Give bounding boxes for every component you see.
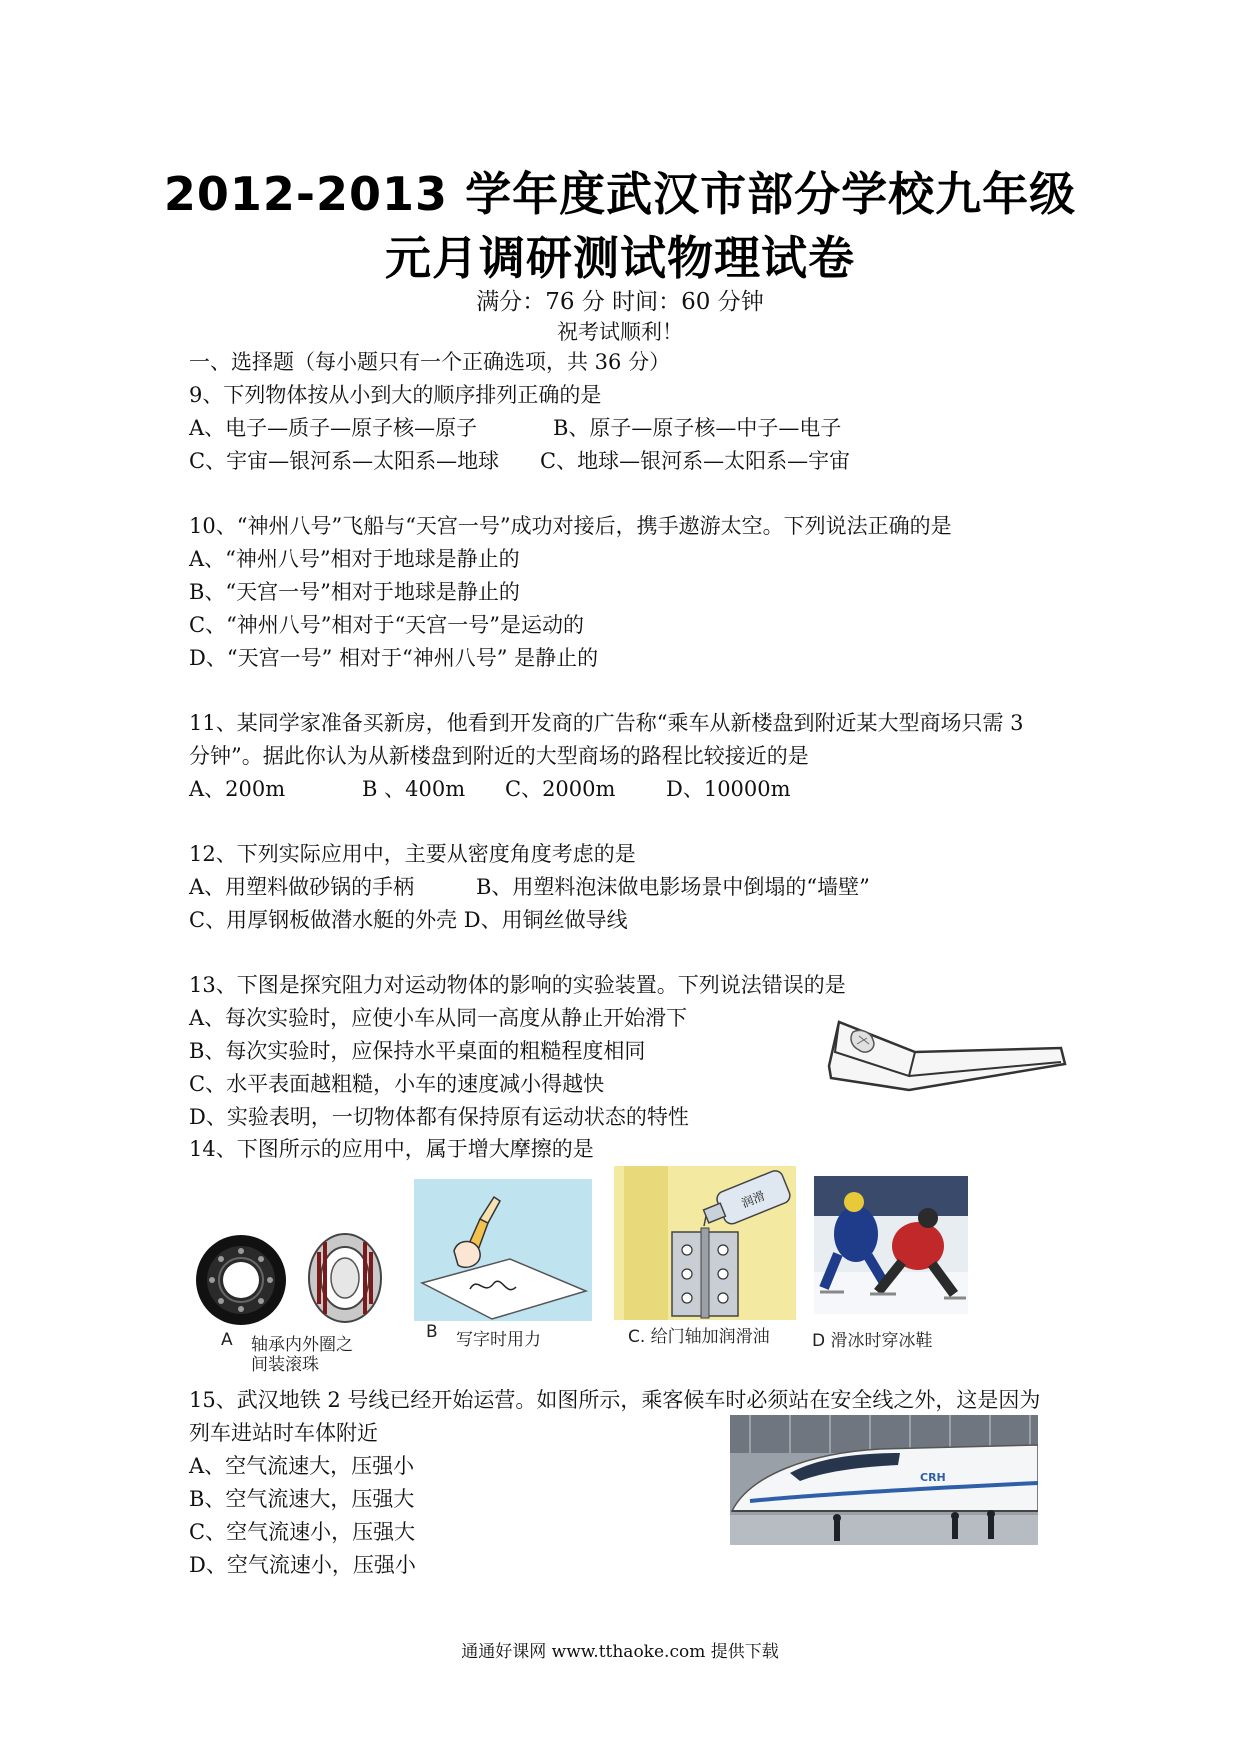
q12-option-a: A、用塑料做砂锅的手柄 <box>189 875 415 899</box>
footer-source: 通通好课网 www.tthaoke.com 提供下载 <box>461 1642 779 1662</box>
q12-option-b: B、用塑料泡沫做电影场景中倒塌的“墙壁” <box>476 875 870 899</box>
good-luck: 祝考试顺利！ <box>557 320 683 344</box>
ice-skating-image <box>814 1176 968 1314</box>
q10-option-a: A、“神州八号”相对于地球是静止的 <box>189 547 520 571</box>
q9-option-b: B、原子—原子核—中子—电子 <box>553 416 842 440</box>
bearing-image <box>195 1228 395 1328</box>
score-time: 满分：76 分 时间：60 分钟 <box>476 289 764 315</box>
q12-option-cd: C、用厚钢板做潜水艇的外壳 D、用铜丝做导线 <box>189 908 628 932</box>
q13-option-c: C、水平表面越粗糙，小车的速度减小得越快 <box>189 1072 605 1096</box>
train-logo: CRH <box>920 1471 946 1484</box>
q11-option-a: A、200m <box>189 777 286 801</box>
q14-caption-a-line1: 轴承内外圈之 <box>251 1335 353 1355</box>
q15-option-d: D、空气流速小，压强小 <box>189 1553 416 1577</box>
q9-option-c: C、宇宙—银河系—太阳系—地球 <box>189 449 500 473</box>
q11-stem-line2: 分钟”。据此你认为从新楼盘到附近的大型商场的路程比较接近的是 <box>189 744 809 768</box>
q13-stem: 13、下图是探究阻力对运动物体的影响的实验装置。下列说法错误的是 <box>189 973 846 997</box>
q11-option-d: D、10000m <box>666 777 791 801</box>
q14-stem: 14、下图所示的应用中，属于增大摩擦的是 <box>189 1137 594 1161</box>
q9-stem: 9、下列物体按从小到大的顺序排列正确的是 <box>189 383 602 407</box>
bottle-label: 润滑 <box>739 1188 768 1211</box>
q12-stem: 12、下列实际应用中，主要从密度角度考虑的是 <box>189 842 636 866</box>
door-hinge-image <box>614 1166 796 1320</box>
q13-option-a: A、每次实验时，应使小车从同一高度从静止开始滑下 <box>189 1006 688 1030</box>
q13-option-b: B、每次实验时，应保持水平桌面的粗糙程度相同 <box>189 1039 646 1063</box>
writing-image <box>414 1179 592 1321</box>
q15-option-a: A、空气流速大，压强小 <box>189 1454 415 1478</box>
high-speed-train-image <box>730 1415 1038 1545</box>
q14-caption-a-letter: A <box>221 1330 233 1350</box>
q14-caption-b: 写字时用力 <box>456 1330 541 1350</box>
q15-option-b: B、空气流速大，压强大 <box>189 1487 415 1511</box>
q11-option-b: B 、400m <box>362 777 466 801</box>
q15-option-c: C、空气流速小，压强大 <box>189 1520 416 1544</box>
q9-option-d: C、地球—银河系—太阳系—宇宙 <box>540 449 851 473</box>
exam-title-line2: 元月调研测试物理试卷 <box>385 231 855 285</box>
q15-stem-line2: 列车进站时车体附近 <box>189 1421 378 1445</box>
q14-caption-d: D 滑冰时穿冰鞋 <box>812 1331 933 1351</box>
q14-caption-c: C. 给门轴加润滑油 <box>628 1327 770 1347</box>
q10-option-b: B、“天宫一号”相对于地球是静止的 <box>189 580 520 604</box>
section-heading: 一、选择题（每小题只有一个正确选项，共 36 分） <box>189 350 671 374</box>
q15-stem-line1: 15、武汉地铁 2 号线已经开始运营。如图所示，乘客候车时必须站在安全线之外，这是因为 <box>189 1388 1041 1412</box>
ramp-apparatus-figure <box>825 1018 1075 1096</box>
q14-caption-a-line2: 间装滚珠 <box>251 1355 319 1375</box>
q10-option-d: D、“天宫一号” 相对于“神州八号” 是静止的 <box>189 646 599 670</box>
q13-option-d: D、实验表明，一切物体都有保持原有运动状态的特性 <box>189 1105 689 1129</box>
q11-stem-line1: 11、某同学家准备买新房，他看到开发商的广告称“乘车从新楼盘到附近某大型商场只需 3 <box>189 711 1024 735</box>
q10-option-c: C、“神州八号”相对于“天宫一号”是运动的 <box>189 613 585 637</box>
exam-title-line1: 2012-2013 学年度武汉市部分学校九年级 <box>163 167 1077 221</box>
q10-stem: 10、“神州八号”飞船与“天宫一号”成功对接后，携手遨游太空。下列说法正确的是 <box>189 514 952 538</box>
q9-option-a: A、电子—质子—原子核—原子 <box>189 416 478 440</box>
q14-caption-b-letter: B <box>426 1322 438 1342</box>
q11-option-c: C、2000m <box>505 777 616 801</box>
